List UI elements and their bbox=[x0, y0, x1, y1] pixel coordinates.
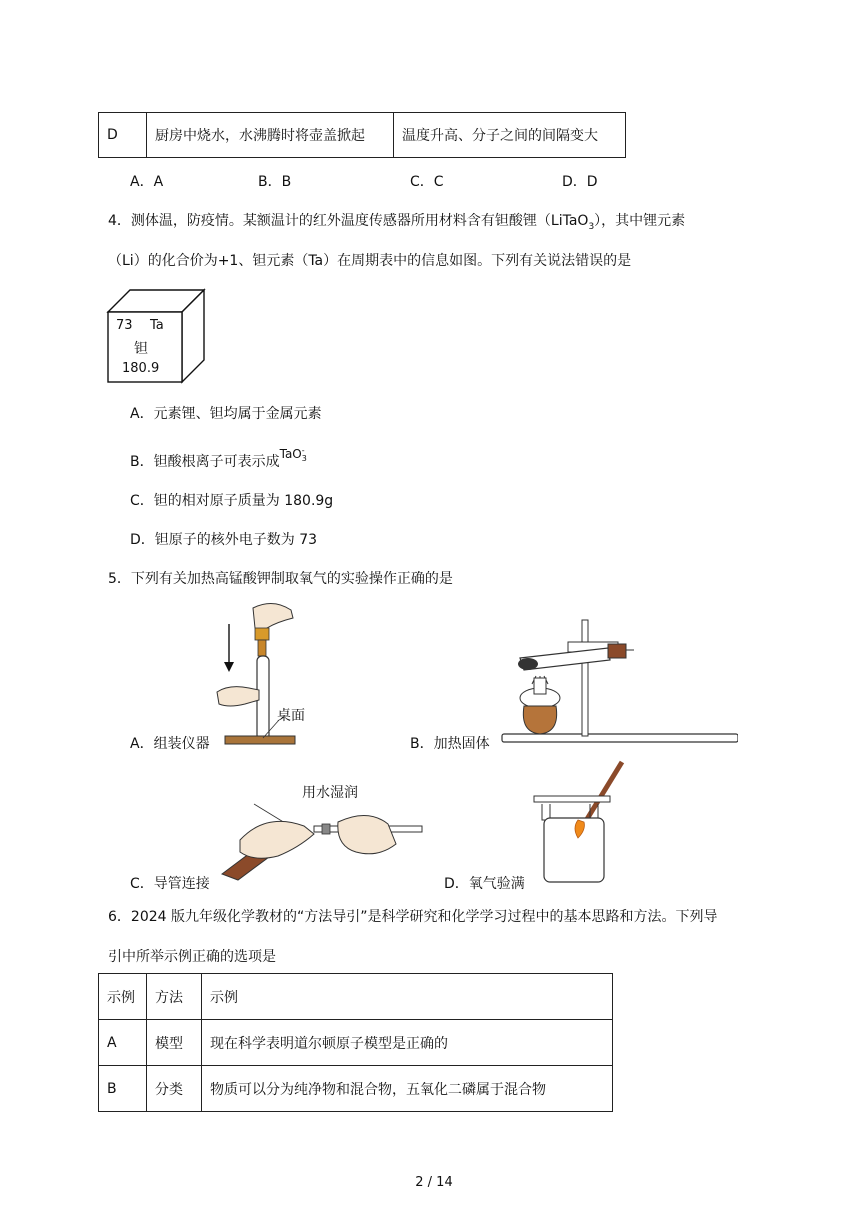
table-header-cell: 示例 bbox=[202, 974, 613, 1020]
table-row bbox=[99, 1066, 613, 1112]
table-header-cell: 方法 bbox=[147, 974, 202, 1020]
wet-label: 用水湿润 bbox=[302, 785, 358, 801]
q4-option-d: D．钽原子的核外电子数为 73 bbox=[130, 532, 318, 548]
formula-sup: - bbox=[301, 445, 305, 455]
q3-option-d: D．D bbox=[562, 174, 598, 190]
q5-option-c: C．导管连接 bbox=[130, 876, 210, 892]
page-number: 2 / 14 bbox=[415, 1175, 453, 1190]
q4-stem-line2: （Li）的化合价为+1、钽元素（Ta）在周期表中的信息如图。下列有关说法错误的是 bbox=[108, 253, 632, 269]
q3-option-c: C．C bbox=[410, 174, 444, 190]
element-mass: 180.9 bbox=[122, 361, 160, 376]
table-cell: 现在科学表明道尔顿原子模型是正确的 bbox=[202, 1020, 613, 1066]
table-header-cell: 示例 bbox=[99, 974, 147, 1020]
illustration-oxygen-test bbox=[528, 758, 632, 884]
formula-sub: 3 bbox=[301, 453, 307, 463]
illustration-assemble-apparatus bbox=[215, 600, 305, 750]
table-cell: 厨房中烧水，水沸腾时将壶盖掀起 bbox=[147, 113, 394, 158]
q6-stem-line2: 引中所举示例正确的选项是 bbox=[108, 949, 276, 965]
q6-table bbox=[98, 973, 613, 1112]
q4-stem-text: 4．测体温，防疫情。某额温计的红外温度传感器所用材料含有钽酸锂（LiTaO bbox=[108, 213, 589, 229]
q3-option-b: B．B bbox=[258, 174, 292, 190]
top-table bbox=[98, 112, 626, 158]
q4-option-b-text: B．钽酸根离子可表示成 bbox=[130, 454, 280, 470]
table-cell: 温度升高、分子之间的间隔变大 bbox=[394, 113, 626, 158]
q5-option-d: D．氧气验满 bbox=[444, 876, 525, 892]
table-header-row bbox=[99, 974, 613, 1020]
q4-option-a: A．元素锂、钽均属于金属元素 bbox=[130, 406, 322, 422]
q4-option-c: C．钽的相对原子质量为 180.9g bbox=[130, 493, 334, 509]
table-row bbox=[99, 113, 626, 158]
q4-stem-end: ），其中锂元素 bbox=[594, 213, 686, 229]
table-cell: A bbox=[99, 1020, 147, 1066]
desk-label: 桌面 bbox=[277, 708, 305, 724]
illustration-heating-solid bbox=[498, 614, 738, 746]
table-cell: D bbox=[99, 113, 147, 158]
q4-stem-sub: 3 bbox=[588, 221, 595, 232]
q4-stem-line1 bbox=[108, 210, 685, 232]
q3-option-a: A．A bbox=[130, 174, 164, 190]
q5-stem: 5．下列有关加热高锰酸钾制取氧气的实验操作正确的是 bbox=[108, 571, 453, 587]
illustration-tube-connection bbox=[218, 800, 424, 882]
table-cell: 模型 bbox=[147, 1020, 202, 1066]
element-number: 73 bbox=[116, 318, 133, 333]
formula-base: TaO bbox=[279, 447, 302, 461]
table-cell: B bbox=[99, 1066, 147, 1112]
q4-option-b bbox=[130, 445, 307, 471]
q6-stem-line1: 6．2024 版九年级化学教材的“方法导引”是科学研究和化学学习过程中的基本思路和方法。下列导 bbox=[108, 909, 718, 925]
q5-option-a: A．组装仪器 bbox=[130, 736, 210, 752]
element-symbol: Ta bbox=[150, 318, 164, 333]
table-row bbox=[99, 1020, 613, 1066]
q5-option-b: B．加热固体 bbox=[410, 736, 490, 752]
table-cell: 分类 bbox=[147, 1066, 202, 1112]
element-name: 钽 bbox=[134, 341, 148, 357]
q4-option-b-formula bbox=[280, 447, 307, 461]
table-cell: 物质可以分为纯净物和混合物，五氧化二磷属于混合物 bbox=[202, 1066, 613, 1112]
